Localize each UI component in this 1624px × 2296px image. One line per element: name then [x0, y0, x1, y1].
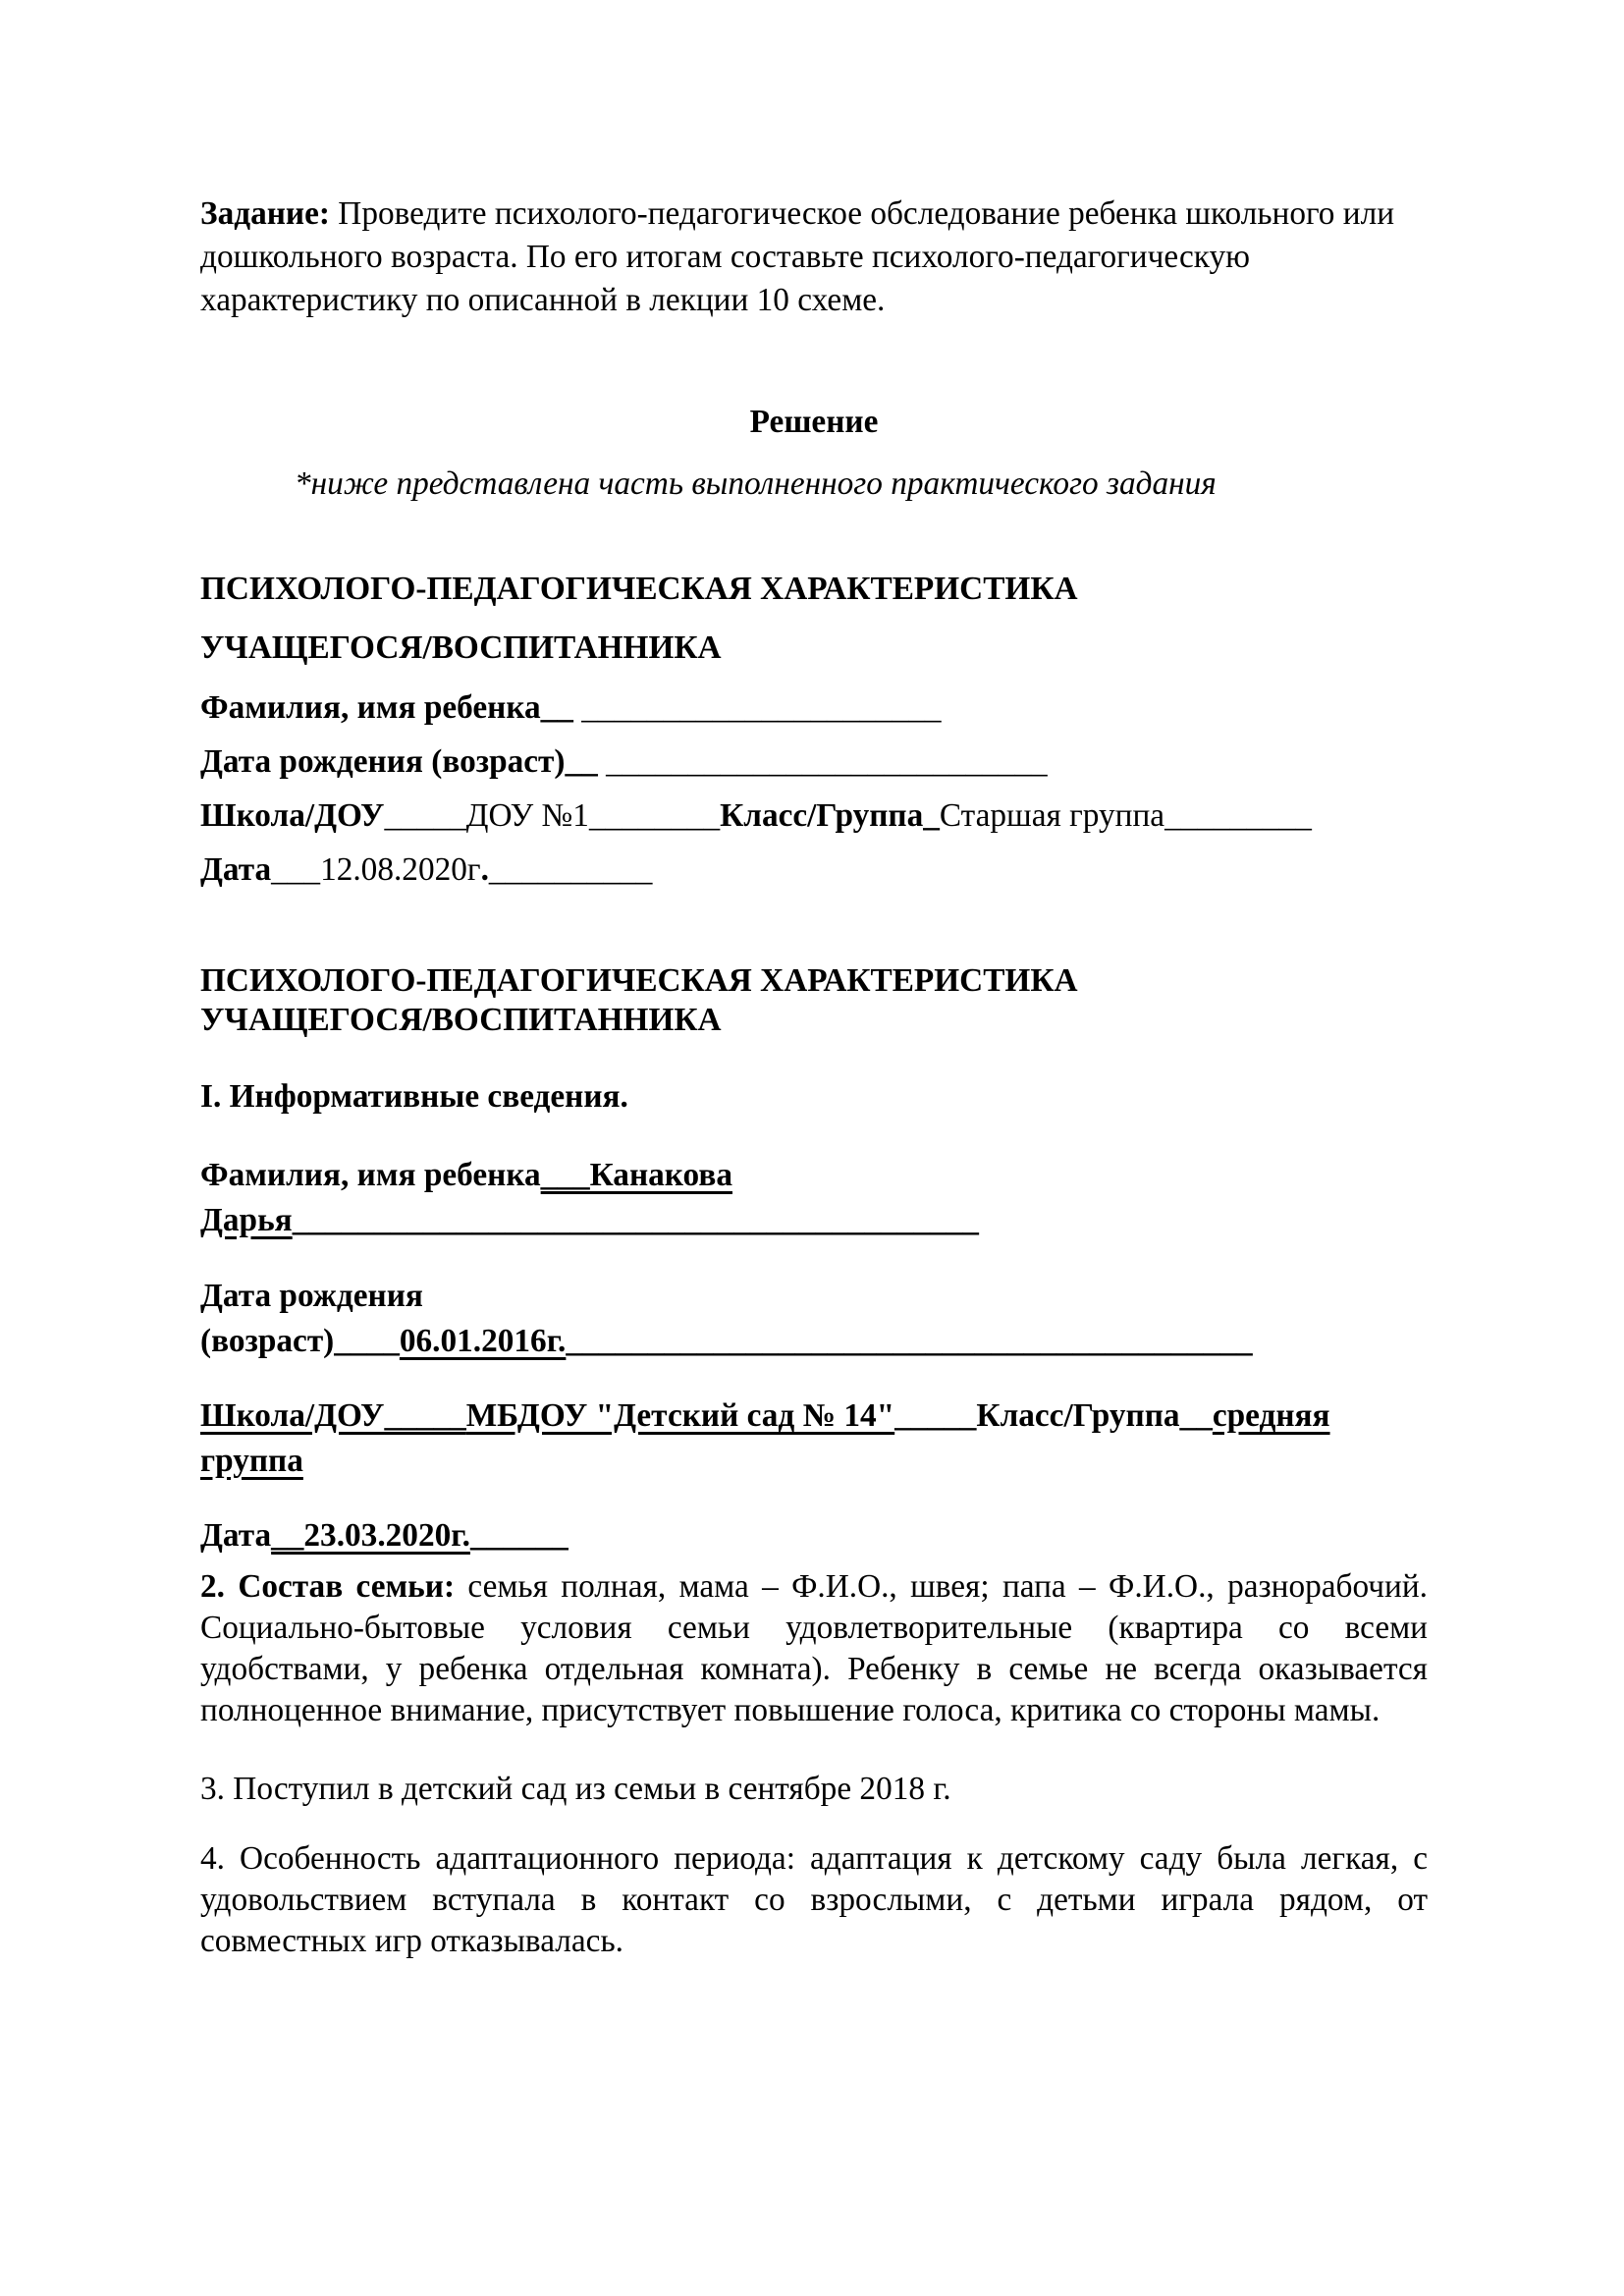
school-value: ДОУ №1 — [465, 797, 589, 834]
characteristic-title-filled — [200, 961, 1428, 1040]
birth-blank-line: ___________________________ — [597, 743, 1048, 780]
date-row-blank — [200, 843, 1428, 897]
class-pre: __ — [1179, 1397, 1213, 1434]
name-label: Фамилия, имя ребенка — [200, 1157, 541, 1193]
date-blank-line: __________ — [488, 851, 653, 888]
characteristic-title-blank — [200, 560, 1428, 678]
date-value: __23.03.2020г. — [271, 1517, 470, 1554]
family-label: 2. Состав семьи: — [200, 1568, 456, 1605]
name-value: ___Канакова — [540, 1157, 732, 1193]
characteristic-title-line2: УЧАЩЕГОСЯ/ВОСПИТАННИКА — [200, 629, 722, 666]
school-row-filled — [200, 1394, 1428, 1484]
name-row-blank — [200, 681, 1428, 735]
class-value: Старшая группа — [939, 797, 1165, 834]
birth-pre: ____ — [334, 1323, 400, 1359]
blank-form — [200, 681, 1428, 897]
enrollment-paragraph: 3. Поступил в детский сад из семьи в сентябре 2018 г. — [200, 1771, 951, 1807]
birth-row-blank — [200, 735, 1428, 789]
school-label: Школа/ДОУ — [200, 1397, 385, 1434]
name-blank-line: ______________________ — [572, 689, 942, 726]
school-value: МБДОУ "Детский сад № 14" — [465, 1397, 895, 1434]
characteristic-title-line1: ПСИХОЛОГО-ПЕДАГОГИЧЕСКАЯ ХАРАКТЕРИСТИКА — [200, 571, 1078, 607]
school-label: Школа/ДОУ — [200, 797, 385, 834]
solution-heading: Решение — [749, 404, 879, 440]
date-blank-line: ______ — [469, 1517, 568, 1554]
class-label: Класс/Группа — [976, 1397, 1180, 1434]
school-underlined-group — [200, 1397, 894, 1434]
adaptation-paragraph: 4. Особенность адаптационного периода: адаптация к детскому саду была легкая, с удовольствием вступала в контакт со взрослыми, с детьми играла рядом, от совместных игр отказывалась. — [200, 1840, 1428, 1959]
solution-note: *ниже представлена часть выполненного практического задания — [295, 465, 1217, 502]
section-informative-data: I. Информативные сведения. — [200, 1078, 628, 1115]
school-blank: _____ — [894, 1397, 977, 1434]
school-blank1: _____ — [384, 797, 466, 834]
characteristic-title-line1: ПСИХОЛОГО-ПЕДАГОГИЧЕСКАЯ ХАРАКТЕРИСТИКА — [200, 962, 1078, 999]
date-pre: ___ — [271, 851, 321, 888]
school-blank2: ________ — [588, 797, 721, 834]
birth-value: 06.01.2016г. — [399, 1323, 567, 1359]
school-pre: _____ — [384, 1397, 466, 1434]
birth-label: Дата рождения (возраст)__ — [200, 743, 598, 780]
school-row-blank — [200, 789, 1428, 843]
birth-label-continued: (возраст) — [200, 1323, 335, 1359]
date-label: Дата — [200, 851, 272, 888]
birth-blank-line: __________________________________________ — [566, 1323, 1253, 1359]
task-label: Задание: — [200, 195, 330, 232]
task-text: Проведите психолого-педагогическое обследование ребенка школьного или дошкольного возраста. По его итогам составьте психолого-педагогическую характеристику по описанной в лекции 10 схеме. — [200, 195, 1395, 318]
class-label: Класс/Группа_ — [720, 797, 940, 834]
class-blank: _________ — [1164, 797, 1312, 834]
birth-label: Дата рождения — [200, 1278, 423, 1314]
birth-row-filled — [200, 1274, 1428, 1364]
date-dot: . — [480, 851, 489, 888]
characteristic-title-line2: УЧАЩЕГОСЯ/ВОСПИТАННИКА — [200, 1002, 722, 1038]
date-value: 12.08.2020г — [320, 851, 481, 888]
task-paragraph — [200, 192, 1428, 322]
name-row-filled — [200, 1153, 1428, 1243]
date-row-filled — [200, 1513, 1428, 1558]
family-text: семья полная, мама – Ф.И.О., швея; папа – Ф.И.О., разнорабочий. Социально-бытовые условия семьи удовлетворительные (квартира со всеми удобствами, у ребенка отдельная комната). Ребенку в семье не всегда оказывается полноценное внимание, присутствует повышение голоса, критика со стороны мамы. — [200, 1568, 1428, 1728]
name-value-continued: Дарья — [200, 1202, 293, 1238]
name-label: Фамилия, имя ребенка__ — [200, 689, 573, 726]
name-blank-line: __________________________________________ — [292, 1202, 979, 1238]
date-label: Дата — [200, 1517, 272, 1554]
class-value-continued: группа — [200, 1443, 303, 1479]
family-paragraph — [200, 1566, 1428, 1731]
class-value: средняя — [1212, 1397, 1330, 1434]
